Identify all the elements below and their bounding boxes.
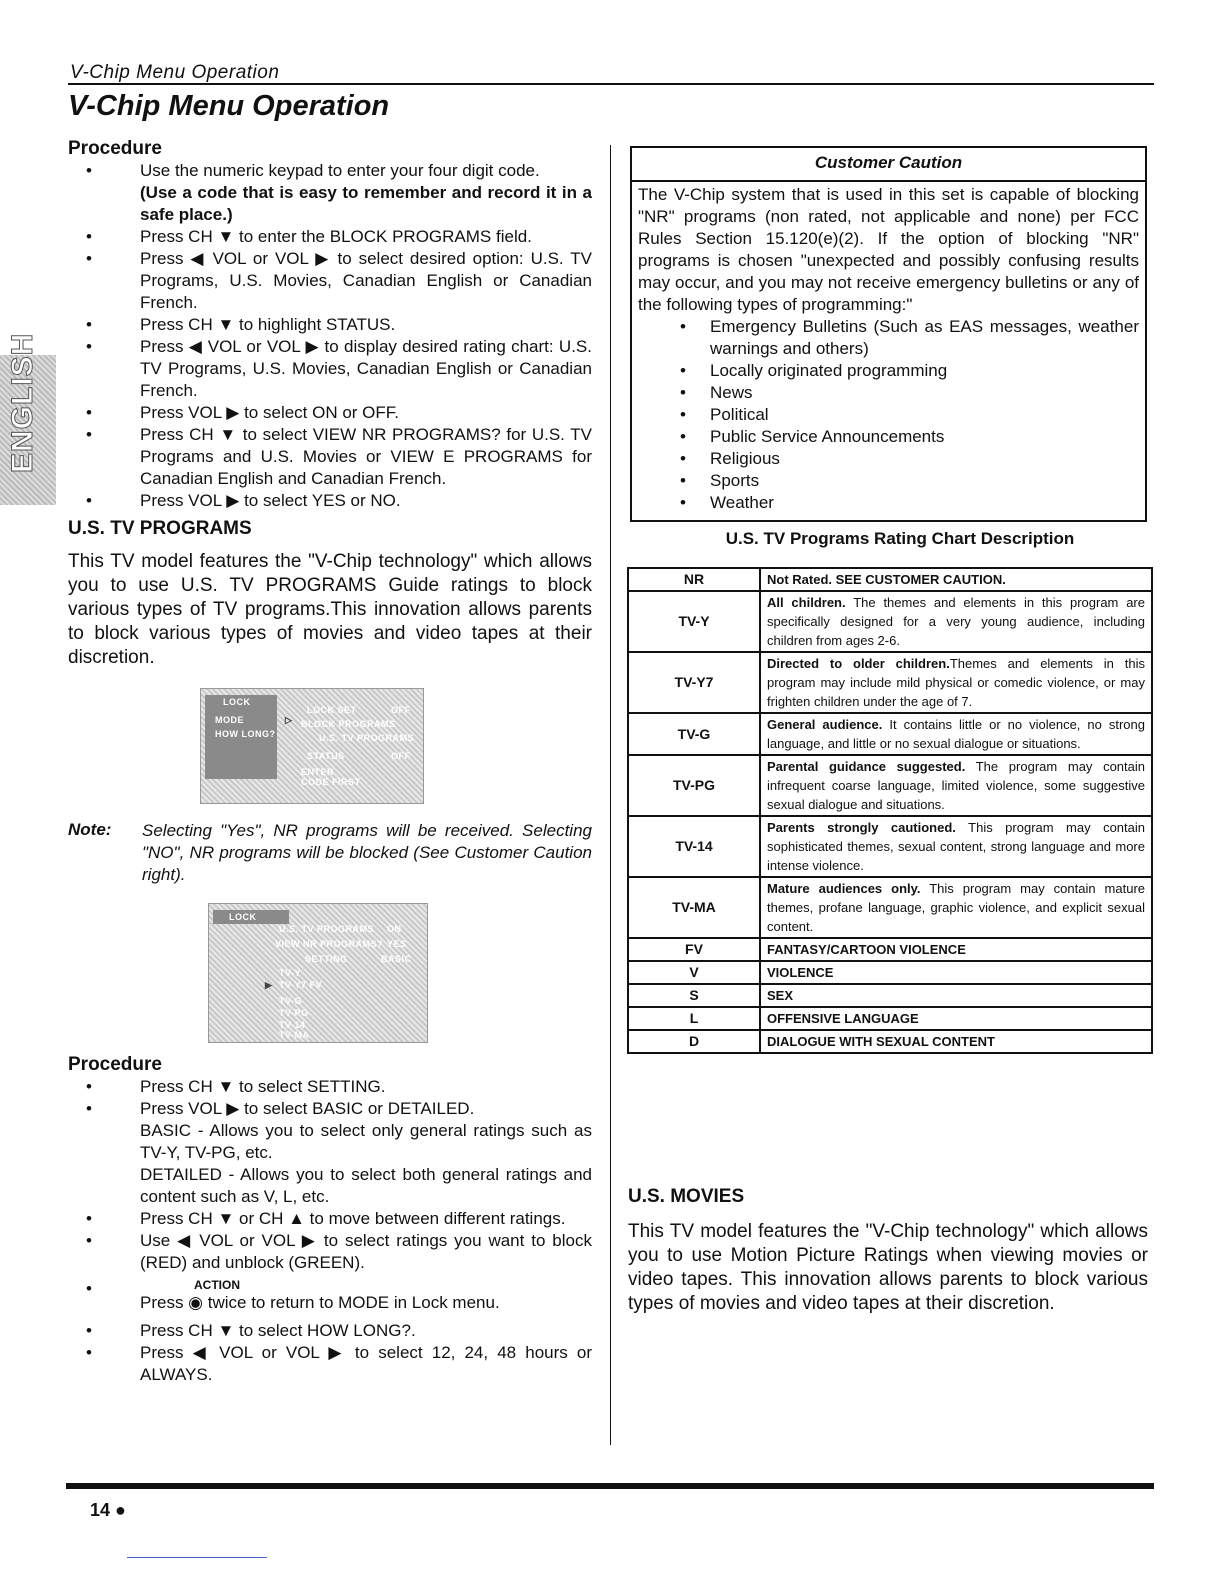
- rating-code: TV-14: [628, 816, 760, 877]
- list-item: • Press CH ▼ to highlight STATUS.: [68, 314, 592, 336]
- rating-description: VIOLENCE: [760, 961, 1152, 984]
- footer-rule: [66, 1483, 1154, 1489]
- rating-code: TV-Y: [628, 591, 760, 652]
- list-item: • Political: [638, 404, 1139, 426]
- table-row: [628, 1030, 1152, 1053]
- list-item: • Press CH ▼ to enter the BLOCK PROGRAMS field.: [68, 226, 592, 248]
- rating-description: Directed to older children.Themes and elements in this program may include mild physical or comedic violence, or may frighten children under the age of 7.: [760, 652, 1152, 713]
- menu-tab-label: LOCK: [223, 697, 251, 707]
- list-item: • Press ◀ VOL or VOL ▶ to display desired rating chart: U.S. TV Programs, U.S. Movies, Canadian English or Canadian French.: [68, 336, 592, 402]
- procedure-heading: Procedure: [68, 138, 162, 159]
- caution-title: Customer Caution: [632, 148, 1145, 182]
- rating-description: General audience. It contains little or no violence, no strong language, and little or no sexual dialogue or situations.: [760, 713, 1152, 755]
- us-tv-programs-intro: This TV model features the "V-Chip technology" which allows you to use U.S. TV PROGRAMS Guide ratings to block various types of TV programs.This innovation allows parents to block various types of movies and video tapes at their discretion.: [68, 551, 592, 668]
- rating-code: TV-MA: [628, 877, 760, 938]
- menu-item: U.S. TV PROGRAMS: [279, 924, 375, 934]
- caution-body: [632, 182, 1145, 514]
- menu-item: U.S. TV PROGRAMS: [319, 733, 415, 743]
- table-row: [628, 568, 1152, 591]
- menu-value: OFF: [391, 705, 411, 715]
- action-button-label: • ACTION: [194, 1278, 240, 1292]
- rating-description: Parental guidance suggested. The program may contain infrequent coarse language, limited violence, some suggestive sexual dialogue and situations.: [760, 755, 1152, 816]
- rating-code: L: [628, 1007, 760, 1030]
- column-divider: [610, 145, 611, 1445]
- rating-chart-title: U.S. TV Programs Rating Chart Description: [725, 529, 1075, 548]
- menu-item: TV-G: [279, 996, 303, 1006]
- rating-code: S: [628, 984, 760, 1007]
- menu-item: BLOCK PROGRAMS: [301, 719, 396, 729]
- list-item: • Use ◀ VOL or VOL ▶ to select ratings you want to block (RED) and unblock (GREEN).: [68, 1230, 592, 1274]
- header-rule: [68, 83, 1154, 85]
- table-row: [628, 1007, 1152, 1030]
- table-row: [628, 652, 1152, 713]
- list-item: • Press CH ▼ or CH ▲ to move between different ratings.: [68, 1208, 592, 1230]
- us-movies-intro: This TV model features the "V-Chip technology" which allows you to use Motion Picture Ratings when viewing movies or video tapes. This innovation allows parents to block various types of movies and video tapes at their discretion.: [628, 1221, 1148, 1314]
- table-row: [628, 877, 1152, 938]
- side-tab-label: ENGLISH: [6, 332, 39, 473]
- detailed-description: DETAILED - Allows you to select both general ratings and content such as V, L, etc.: [140, 1165, 592, 1206]
- list-item: • Press ◀ VOL or VOL ▶ to select desired option: U.S. TV Programs, U.S. Movies, Canadian English or Canadian French.: [68, 248, 592, 314]
- menu-value: OFF: [391, 751, 411, 761]
- selector-arrow-icon: ▷: [285, 715, 293, 725]
- list-item: • Press VOL ▶ to select YES or NO.: [68, 490, 592, 512]
- procedure-section-2: [68, 1054, 592, 1386]
- rating-description: SEX: [760, 984, 1152, 1007]
- rating-description: FANTASY/CARTOON VIOLENCE: [760, 938, 1152, 961]
- table-row: [628, 816, 1152, 877]
- menu-item: TV-MA: [279, 1030, 310, 1040]
- list-item: • Religious: [638, 448, 1139, 470]
- procedure-heading: Procedure: [68, 1054, 162, 1075]
- table-row: [628, 755, 1152, 816]
- rating-description: Not Rated. SEE CUSTOMER CAUTION.: [760, 568, 1152, 591]
- procedure-list-1: [68, 160, 592, 512]
- selector-arrow-icon: ▶: [265, 980, 273, 990]
- rating-description: OFFENSIVE LANGUAGE: [760, 1007, 1152, 1030]
- rating-description: DIALOGUE WITH SEXUAL CONTENT: [760, 1030, 1152, 1053]
- menu-item: SETTING: [305, 954, 348, 964]
- list-item: • News: [638, 382, 1139, 404]
- lock-menu-screenshot-2: [208, 903, 428, 1043]
- menu-item: LOCK SET: [307, 705, 357, 715]
- rating-code: TV-G: [628, 713, 760, 755]
- menu-value: BASIC: [381, 954, 412, 964]
- caution-list: [638, 316, 1139, 514]
- table-row: [628, 961, 1152, 984]
- procedure-list-2: [68, 1076, 592, 1386]
- lock-menu-screenshot-1: [200, 688, 424, 804]
- rating-code: FV: [628, 938, 760, 961]
- language-side-tab: [0, 332, 56, 505]
- caution-text: The V-Chip system that is used in this set is capable of blocking "NR" programs (non rated, not applicable and none) per FCC Rules Section 15.120(e)(2). If the option of blocking "NR" programs is chosen "unexpected and possibly confusing results may occur, and you may not receive emergency bulletins or any of the following types of programming:": [638, 185, 1139, 314]
- basic-description: BASIC - Allows you to select only general ratings such as TV-Y, TV-PG, etc.: [140, 1121, 592, 1162]
- list-item: • Press VOL ▶ to select BASIC or DETAILED. BASIC - Allows you to select only general ratings such as TV-Y, TV-PG, etc. DETAILED - Allows you to select both general ratings and content such as V, L, etc.: [68, 1098, 592, 1208]
- list-item: • Weather: [638, 492, 1139, 514]
- rating-code: D: [628, 1030, 760, 1053]
- running-head: V-Chip Menu Operation: [70, 62, 280, 83]
- rating-code: NR: [628, 568, 760, 591]
- list-item: • Press CH ▼ to select VIEW NR PROGRAMS? for U.S. TV Programs and U.S. Movies or VIEW E PROGRAMS for Canadian English and Canadian French.: [68, 424, 592, 490]
- list-item: • Use the numeric keypad to enter your four digit code. (Use a code that is easy to remember and record it in a safe place.): [68, 160, 592, 226]
- menu-item: MODE: [215, 715, 244, 725]
- rating-code: TV-PG: [628, 755, 760, 816]
- note-text: Selecting "Yes", NR programs will be received. Selecting "NO", NR programs will be blocked (See Customer Caution right).: [142, 821, 592, 884]
- note-label: Note:: [68, 820, 112, 839]
- rating-description: Mature audiences only. This program may contain mature themes, profane language, graphic violence, and explicit sexual content.: [760, 877, 1152, 938]
- table-row: [628, 984, 1152, 1007]
- table-row: [628, 591, 1152, 652]
- list-item: • Sports: [638, 470, 1139, 492]
- menu-item: TV-14: [279, 1020, 306, 1030]
- procedure-section-1: [68, 138, 592, 670]
- menu-item: TV-Y7 FV: [279, 980, 323, 990]
- menu-item: HOW LONG?: [215, 729, 276, 739]
- menu-value: ON: [387, 924, 402, 934]
- menu-item: TV-PG: [279, 1008, 309, 1018]
- customer-caution-box: [630, 146, 1147, 522]
- table-row: [628, 713, 1152, 755]
- menu-item: STATUS: [307, 751, 345, 761]
- us-movies-heading: U.S. MOVIES: [628, 1186, 745, 1207]
- list-item: • ACTION Press ◉ twice to return to MODE in Lock menu.: [68, 1278, 592, 1314]
- list-item: • Emergency Bulletins (Such as EAS messages, weather warnings and others): [638, 316, 1139, 360]
- rating-code: V: [628, 961, 760, 984]
- us-tv-programs-heading: U.S. TV PROGRAMS: [68, 518, 252, 539]
- list-item: • Public Service Announcements: [638, 426, 1139, 448]
- list-item: • Press VOL ▶ to select ON or OFF.: [68, 402, 592, 424]
- rating-chart-table: [627, 567, 1153, 1054]
- rating-code: TV-Y7: [628, 652, 760, 713]
- menu-item: TV-Y: [279, 968, 302, 978]
- list-item: • Locally originated programming: [638, 360, 1139, 382]
- page-title: V-Chip Menu Operation: [68, 90, 390, 122]
- menu-item: VIEW NR PROGRAMS?: [275, 939, 384, 949]
- code-tip: (Use a code that is easy to remember and record it in a safe place.): [140, 183, 592, 224]
- table-row: [628, 938, 1152, 961]
- footer-link-line: [127, 1557, 267, 1558]
- list-item: • Press CH ▼ to select HOW LONG?.: [68, 1320, 592, 1342]
- list-item: • Press ◀ VOL or VOL ▶ to select 12, 24, 48 hours or ALWAYS.: [68, 1342, 592, 1386]
- menu-item: ENTER CODE FIRST: [301, 767, 361, 787]
- menu-value: YES: [387, 939, 407, 949]
- rating-description: Parents strongly cautioned. This program may contain sophisticated themes, sexual content, strong language and more intense violence.: [760, 816, 1152, 877]
- menu-tab-label: LOCK: [229, 912, 257, 922]
- rating-description: All children. The themes and elements in this program are specifically designed for a very young audience, including children from ages 2-6.: [760, 591, 1152, 652]
- list-item: • Press CH ▼ to select SETTING.: [68, 1076, 592, 1098]
- page-number: 14 ●: [90, 1500, 126, 1520]
